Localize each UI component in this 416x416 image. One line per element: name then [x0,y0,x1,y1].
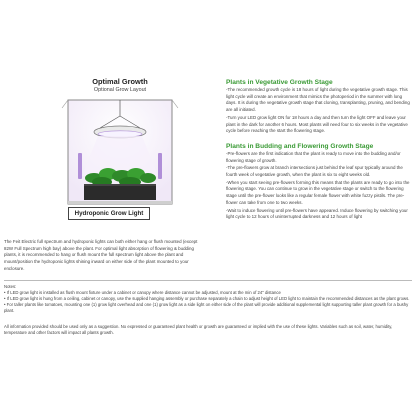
note-item: • If LED grow light is hung from a ceiling, cabinet or canopy, use the supplied hanging assembly or purchase separately a chain to adjust height of LED light to maintain the recommended distances as the plant grows. [4,296,410,301]
section-title: Optimal Growth [92,77,148,86]
vegetative-para-1: -The recommended growth cycle is 18 hours of light during the vegetative growth stage. This light cycle will create an environment that mimics the photoperiod in the summer with long days. It is during the vegetative growth stage that cloning, transplanting, pruning, and bending are all initiated. [226,87,410,113]
note-item: • For taller plants like tomatoes, mounting one (1) grow light overhead and one (1) grow light as a side light on either side of the plant will provide additional supplemental light supporting taller plant growth for a bushy plant. [4,302,409,313]
flowering-para-1: -Pre-flowers are the first indication that the plant is ready to move into the budding and/or flowering stage of growth. [226,150,401,163]
section-subtitle: Optional Grow Layout [93,87,147,93]
vegetative-para-2: -Turn your LED grow light ON for 18 hours a day and then turn the light OFF and leave your plant in the dark for another 6 hours. Most plants will need four to six weeks in the vegetative cycle before reaching the start the flowering stage. [226,114,408,134]
planter-tray [84,184,156,200]
flowering-para-4: -Wait to induce flowering until pre-flowers have appeared. Induce flowering by switching your light cycle to 12 hours of uninterrupted darkness and 12 hours of light [226,207,408,220]
vegetative-heading: Plants in Vegetative Growth Stage [226,79,333,86]
notes-label: Notes: [4,284,17,289]
section-divider [4,280,412,281]
side-lamp-left [78,153,82,179]
hydroponic-caption: Hydroponic Grow Light [68,207,150,220]
flowering-heading: Plants in Budding and Flowering Growth Stage [226,142,374,150]
flowering-para-3: -When you start seeing pre-flowers forming this means that the plants are ready to go into the flowering stage. You can continue to grow in the vegetative stage or switch to the flowering stage until the pre-flower looks like a regular female flower with white fuzzy pistils. The pre-flower can take from one to two weeks. [226,179,410,205]
notes-block [4,284,412,314]
grow-layout-illustration [60,98,180,223]
right-column [226,79,412,221]
side-lamp-right [158,153,162,179]
disclaimer: All information provided should be used only as a suggestion. No expressed or guaranteed plant health or growth are guaranteed or implied with the use of these lights. Variables such as soil, water, humidity, temperature and other factors will impact all plants growth. [4,324,393,335]
note-item: • If LED grow light is installed as flush mount fixture under a cabinet or canopy where distance cannot be adjusted, mount at the min of 24" distance [4,290,281,295]
flowering-para-2: -The pre-flowers grow at branch intersections just behind the leaf spur typically around the fourth week of vegetative growth, when the plant is six to eight weeks old. [226,165,403,178]
layout-description: The Feit Electric full spectrum and hydroponic lights can both either hang or flush mounted (except 82W Full Spectrum high bay) above the plant. For optimal light absorption of flowering & budding plants, it is recommended to hang or flush mount the full spectrum light above the plant and mount/position the hydroponic lights shining inward on either side of the plant mounted to your enclosure. [4,239,198,271]
